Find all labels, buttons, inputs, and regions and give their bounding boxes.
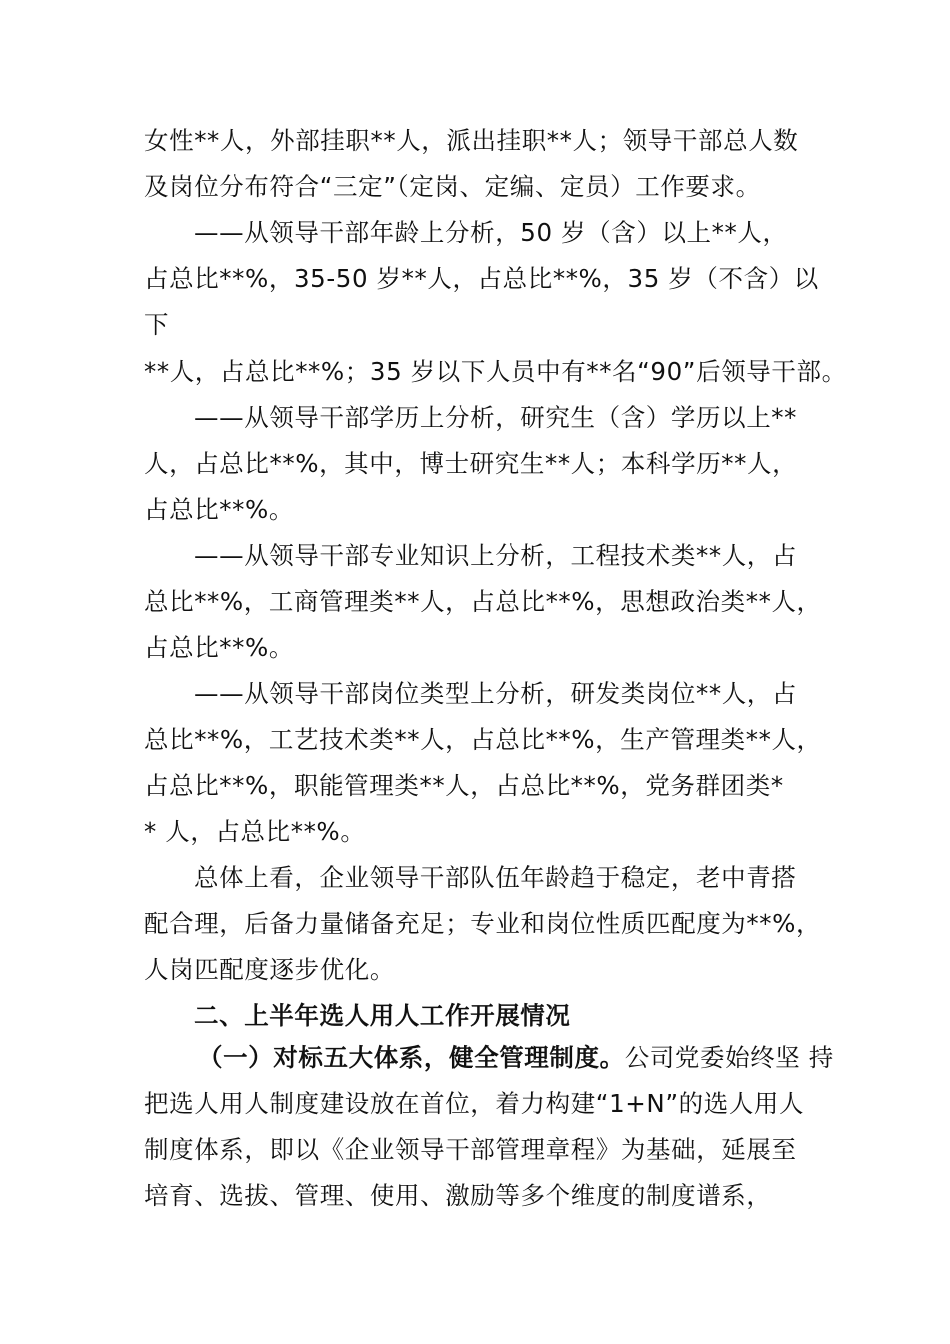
paragraph-line: 人，占总比**%，其中，博士研究生**人；本科学历**人， (144, 449, 798, 478)
paragraph-line: 总体上看，企业领导干部队伍年龄趋于稳定，老中青搭 (194, 863, 797, 892)
paragraph-line: 占总比**%。 (144, 495, 294, 524)
paragraph-line: 人岗匹配度逐步优化。 (144, 955, 395, 984)
paragraph-line: 培育、选拔、管理、使用、激励等多个维度的制度谱系， (144, 1181, 772, 1210)
subsection-heading: （一）对标五大体系，健全管理制度。 (198, 1043, 625, 1072)
paragraph-line: 及岗位分布符合“三定”（定岗、定编、定员）工作要求。 (144, 172, 761, 201)
paragraph-line: ——从领导干部学历上分析，研究生（含）学历以上** (194, 403, 797, 432)
paragraph-line: 配合理，后备力量储备充足；专业和岗位性质匹配度为**%， (144, 909, 822, 938)
subsection-lead: 公司党委始终坚 持 (624, 1043, 834, 1072)
paragraph-line: 女性**人，外部挂职**人，派出挂职**人；领导干部总人数 (144, 126, 799, 155)
paragraph-line: 占总比**%，职能管理类**人，占总比**%，党务群团类* (144, 771, 784, 800)
subsection-line (198, 1043, 834, 1073)
paragraph-line: ——从领导干部专业知识上分析，工程技术类**人，占 (194, 541, 797, 570)
paragraph-line: 下 (144, 310, 170, 339)
paragraph-line: 占总比**%，35-50 岁**人，占总比**%，35 岁（不含）以 (144, 264, 819, 293)
section-heading: 二、上半年选人用人工作开展情况 (194, 1001, 571, 1030)
paragraph-line: 总比**%，工艺技术类**人，占总比**%，生产管理类**人， (144, 725, 822, 754)
paragraph-line: **人，占总比**%；35 岁以下人员中有**名“90”后领导干部。 (144, 357, 847, 386)
paragraph-line: ——从领导干部年龄上分析，50 岁（含）以上**人， (194, 218, 788, 247)
paragraph-line: * 人，占总比**%。 (144, 817, 366, 846)
paragraph-line: ——从领导干部岗位类型上分析，研发类岗位**人，占 (194, 679, 797, 708)
paragraph-line: 制度体系，即以《企业领导干部管理章程》为基础，延展至 (144, 1135, 797, 1164)
paragraph-line: 把选人用人制度建设放在首位，着力构建“1+N”的选人用人 (144, 1089, 805, 1118)
paragraph-line: 占总比**%。 (144, 633, 294, 662)
paragraph-line: 总比**%，工商管理类**人，占总比**%，思想政治类**人， (144, 587, 822, 616)
